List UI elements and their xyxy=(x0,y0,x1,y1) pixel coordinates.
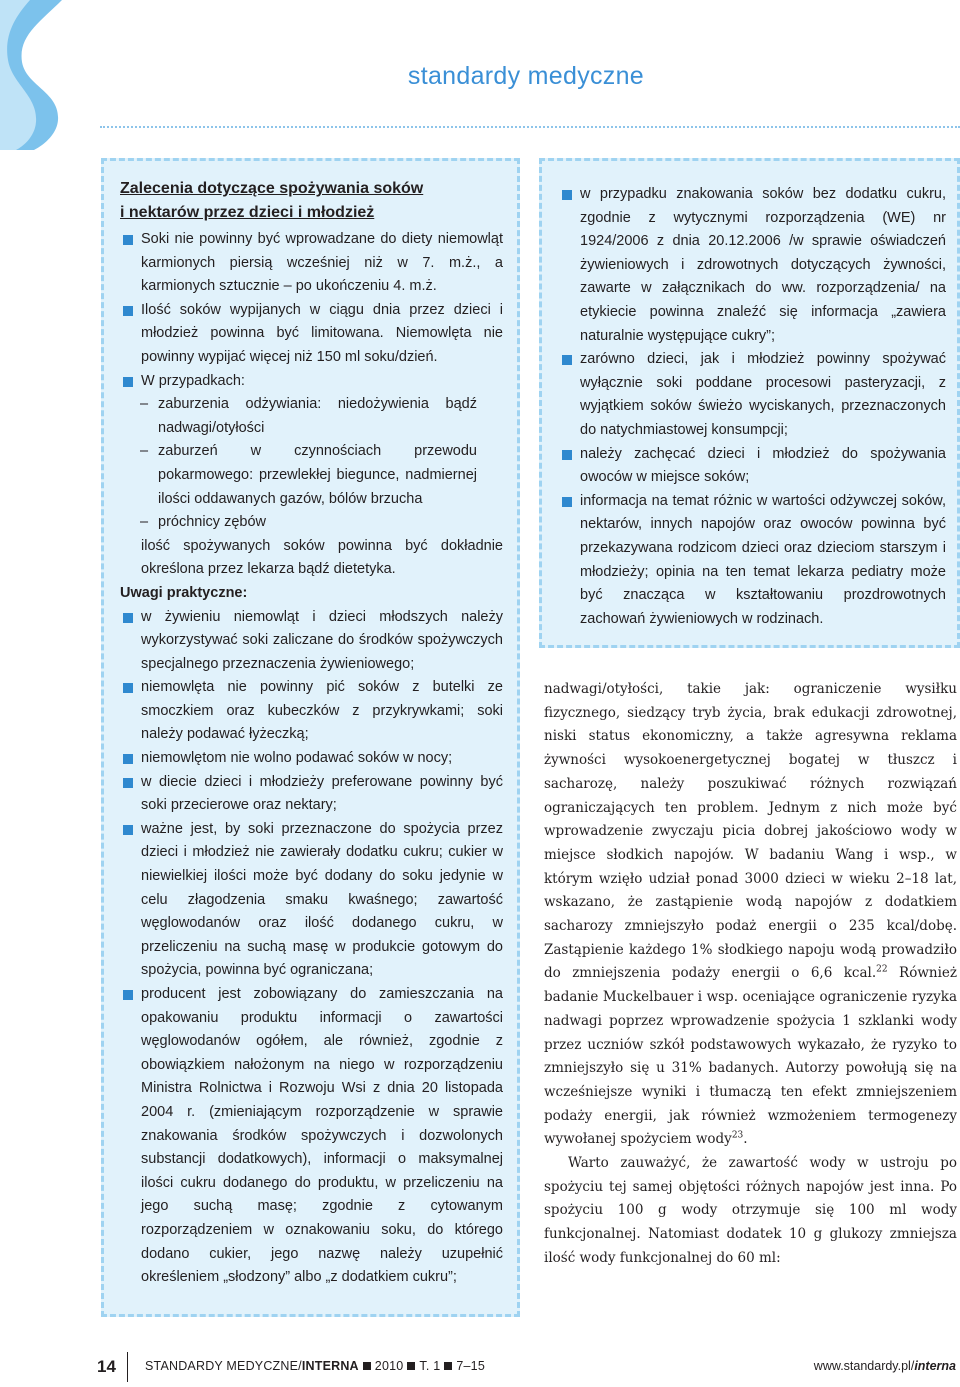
recommendations-box xyxy=(101,158,520,1317)
separator-square-icon xyxy=(363,1362,371,1370)
practical-heading: Uwagi praktyczne: xyxy=(120,584,248,601)
list-item: należy zachęcać dzieci i młodzież do spożywania owoców w miejsce soków; xyxy=(559,443,946,490)
list-item: niemowlętom nie wolno podawać soków w nocy; xyxy=(120,747,503,771)
page-title: standardy medyczne xyxy=(407,62,644,90)
reference-marker: 23 xyxy=(731,1130,744,1141)
recommendations-box-continued xyxy=(539,158,960,648)
conditions-note: ilość spożywanych soków powinna być dokładnie określona przez lekarza bądź dietetyka. xyxy=(141,537,503,578)
recommendations-list xyxy=(120,228,517,393)
footer-divider xyxy=(127,1352,128,1382)
list-item: w diecie dzieci i młodzieży preferowane powinny być soki przecierowe oraz nektary; xyxy=(120,771,503,818)
separator-square-icon xyxy=(444,1362,452,1370)
list-item: zarówno dzieci, jak i młodzież powinny spożywać wyłącznie soki poddane procesowi pasteryzacji, z wyjątkiem soków świeżo wyciskanych, przeznaczonych do natychmiastowej konsumpcji; xyxy=(559,348,946,442)
reference-marker: 22 xyxy=(876,964,888,975)
list-item: w przypadku znakowania soków bez dodatku cukru, zgodnie z wytycznymi rozporządzenia (WE) nr 1924/2006 z dnia 20.12.2006 /w sprawie oświadczeń żywieniowych i zdrowotnych dotyczących żywności, zawarte w załącznikach do ww. rozporządzenia/ na etykiecie powinna znaleźć się informacja „zawiera naturalnie występujące cukry”; xyxy=(559,183,946,348)
journal-url[interactable]: www.standardy.pl/interna xyxy=(813,1359,956,1373)
body-paragraph: nadwagi/otyłości, takie jak: ograniczenie wysiłku fizycznego, siedzący tryb życia, brak edukacji zdrowotnej, niski status ekonomiczny, a także agresywna reklama żywności wysokoenergetycznej bogatej w tłuszcz i sacharozę, należy poszukiwać różnych rozwiązań ograniczających ten problem. Jednym z nich może być wprowadzenie zwyczaju picia dobrej jakościowo wody w miejsce słodkich napojów. W badaniu Wang i wsp., w którym wzięło udział ponad 3000 dzieci w wieku 2–18 lat, wskazano, że zastąpienie wodą napojów z dodatkiem sacharozy zmniejszyło podaż energii o 235 kcal/dobę. Zastąpienie każdego 1% słodkiego napoju wodą prowadziło do zmniejszenia podaży energii o 6,6 kcal.$^{22}$ Również badanie Muckelbauer i wsp. oceniające ograniczenie ryzyka nadwagi poprzez wprowadzenie spożycia 1 szklanki wody przez uczniów szkół podstawowych wykazało, że ryzyko to zmniejszyło się u 31% badanych. Autorzy powołują się na wcześniejsze wyniki i tłumaczą ten efekt zmniejszeniem podaży energii, jak również wzmożeniem termogenezy wywołanej spożyciem wody$^{23}$. xyxy=(544,681,957,1148)
corner-s-logo xyxy=(0,0,80,150)
practical-list-continued xyxy=(559,183,957,631)
box-title: Zalecenia dotyczące spożywania soków i nektarów przez dzieci i młodzież xyxy=(120,180,424,221)
list-item: ważne jest, by soki przeznaczone do spożycia przez dzieci i młodzież nie zawierały dodatku cukru; cukier w niewielkiej ilości może być dodany do soku jedynie w celu złagodzenia smaku kwaśnego; zawartość węglowodanów oraz ilość dodanego cukru, w przeliczeniu na suchą masę w produkcie gotowym do spożycia, powinna być ograniczana; xyxy=(120,818,503,983)
list-item: informacja na temat różnic w wartości odżywczej soków, nektarów, innych napojów oraz owoców powinna być przekazywana rodzicom dzieci oraz dzieciom starszym i młodzieży; opinia na ten temat lekarza pediatry może być znacząca w kształtowaniu prozdrowotnych zachowań żywieniowych w rodzinach. xyxy=(559,490,946,632)
page-footer xyxy=(0,1352,960,1382)
list-item: producent jest zobowiązany do zamieszczania na opakowaniu produktu informacji o zawartości węglowodanów ogółem, ale również, zgodnie z obowiązkiem nałożonym na niego w rozporządzeniu Ministra Rolnictwa i Rozwoju Wsi z dnia 20 listopada 2004 r. (zmieniającym rozporządzenie w sprawie znakowania środków spożywczych i dozwolonych substancji dodatkowych), informacji o maksymalnej ilości cukru dodanego do produktu, w przeliczeniu na jego suchą masę; zgodnie z cytowanym rozporządzeniem w oznakowaniu soku, do którego dodano cukier, jego nazwę należy uzupełnić określeniem „słodzony” albo „z dodatkiem cukru”; xyxy=(120,983,503,1290)
sub-list-item: – zaburzeń w czynnościach przewodu pokarmowego: przewlekłej biegunce, nadmiernej ilości oddawanych gazów, bólów brzucha xyxy=(140,440,477,511)
list-item: niemowlęta nie powinny pić soków z butelki ze smoczkiem oraz kubeczków z przykrywkami; soki należy podawać łyżeczką; xyxy=(120,676,503,747)
list-item: Soki nie powinny być wprowadzane do diety niemowląt karmionych piersią wcześniej niż w 7. m.ż., a karmionych sztucznie – po ukończeniu 4. m.ż. xyxy=(120,228,503,299)
practical-list xyxy=(120,606,517,1290)
body-paragraph: Warto zauważyć, że zawartość wody w ustroju po spożyciu tej samej objętości różnych napojów jest inna. Po spożyciu 100 g wody otrzymuje się 100 ml wody funkcjonalnej. Natomiast dodatek 10 g glukozy zmniejsza ilość wody funkcjonalnej do 60 ml: xyxy=(544,1155,957,1266)
header-divider xyxy=(100,126,960,128)
page-number: 14 xyxy=(97,1357,116,1376)
sub-list-item: – próchnicy zębów xyxy=(140,511,477,535)
list-item: W przypadkach: xyxy=(120,370,503,394)
sub-list-item: – zaburzenia odżywiania: niedożywienia bądź nadwagi/otyłości xyxy=(140,393,477,440)
journal-citation: STANDARDY MEDYCZNE/INTERNA 2010 T. 1 7–15 xyxy=(145,1359,485,1373)
article-body xyxy=(544,678,957,1271)
list-item: Ilość soków wypijanych w ciągu dnia przez dzieci i młodzież powinna być limitowana. Niemowlęta nie powinny wypijać więcej niż 150 ml soku/dzień. xyxy=(120,299,503,370)
list-item: w żywieniu niemowląt i dzieci młodszych należy wykorzystywać soki zaliczane do środków spożywczych specjalnego przeznaczenia żywieniowego; xyxy=(120,606,503,677)
conditions-sublist xyxy=(120,393,517,535)
separator-square-icon xyxy=(407,1362,415,1370)
